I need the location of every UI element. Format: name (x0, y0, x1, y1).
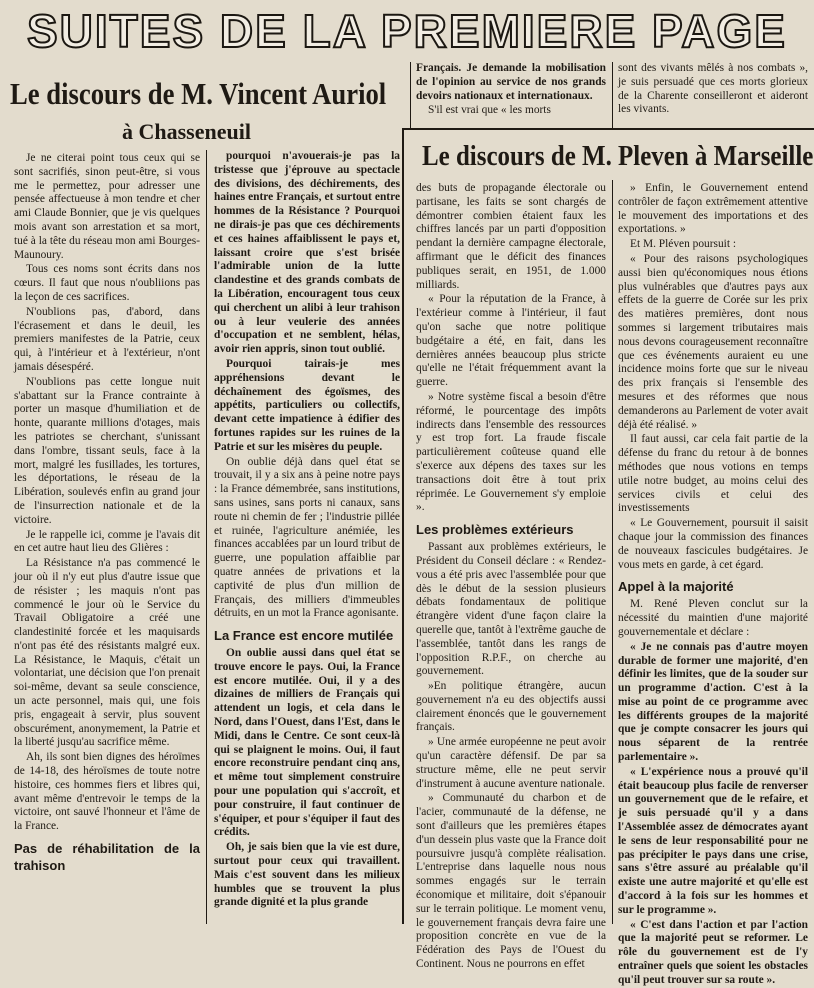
article1-column-2 (214, 150, 400, 924)
section-heading: Les problèmes extérieurs (416, 522, 574, 538)
paragraph: des buts de propagande électorale ou partisane, les faits se sont chargés de démontrer combien étaient faux les chiffres lancés par un parti d'opposition pendant la dernière campagne électorale, affirmant que le déficit des finances publiques serait, en 1951, de 1.000 milliards. (416, 182, 606, 291)
paragraph: Il faut aussi, car cela fait partie de la défense du franc du retour à de bonnes méthodes que nous votions en temps utile notre budget, au moins celui des services civils et celui des investissements (618, 433, 808, 515)
article2-column-2 (618, 182, 808, 986)
paragraph: Passant aux problèmes extérieurs, le Président du Conseil déclare : « Rendez-vous a été pris avec l'assemblée pour que dès le début de la session plusieurs débats fondamentaux de politique étrangère vident d'une façon claire la querelle que, tantôt à l'extrême gauche de l'assemblée, tantôt dans les rangs de l'opposition R.P.F., on cherche au gouvernement. (416, 541, 606, 678)
paragraph: » Communauté du charbon et de l'acier, communauté de la défense, ne sont d'ailleurs que les premières étapes d'un dessein plus vaste que la France doit poursuivre jusqu'à complète réalisation. L'entreprise dans laquelle nous nous sommes engagés sur le terrain économique et militaire, doit s'épanouir sur le terrain politique. Le moment venu, le gouvernement français devra faire une proposition concrète en vue de la Fédération des Pays de l'Ouest du Continent. Nous ne pourrons en effet (416, 792, 606, 971)
paragraph: Tous ces noms sont écrits dans nos cœurs. Il faut que nous n'oubliions pas la leçon de ces sacrifices. (14, 263, 200, 303)
article2-box-rule (402, 128, 404, 924)
paragraph: Ah, ils sont bien dignes des héroïmes de 14-18, des héroïsmes de toute notre histoire, ces hommes fiers et libres qui, avant même d'entrevoir le temps de la victoire, ont sauvé l'honneur et l'âme de la France. (14, 751, 200, 833)
paragraph: « Pour la réputation de la France, à l'extérieur comme à l'intérieur, il faut qu'on sache que notre politique budgétaire a été, en fait, dans les dernières années beaucoup plus stricte qu'elle ne l'était fréquemment avant la guerre. (416, 293, 606, 389)
paragraph: » Une armée européenne ne peut avoir qu'un caractère défensif. De par sa structure même, elle ne peut servir d'instrument à aucune aventure nationale. (416, 736, 606, 790)
paragraph: »En politique étrangère, aucun gouvernement n'a eu des objectifs aussi clairement énoncés que le gouvernement français. (416, 680, 606, 734)
column-rule (206, 150, 207, 924)
paragraph: N'oublions pas, d'abord, dans l'écrasement et dans le deuil, les premiers manifestes de la Patrie, ceux qui, à l'intérieur et à l'extérieur, n'ont jamais désespéré. (14, 305, 200, 373)
paragraph: » Notre système fiscal a besoin d'être réformé, le pourcentage des impôts indirects dans l'ensemble des ressources y est trop fort. La fraude fiscale particulièrement coûteuse quand elle s'exerce aux dépens des taxes sur les transactions doit être à tout prix réprimée. Le Gouvernement s'y emploie ». (416, 390, 606, 514)
article1-headline: Le discours de M. Vincent Auriol (10, 76, 387, 111)
article1-column-3 (416, 62, 606, 124)
paragraph: sont des vivants mêlés à nos combats », je suis persuadé que ces morts glorieux de la Charente conseilleront et aideront les vivants. (618, 62, 808, 116)
article2-headline: Le discours de M. Pleven à Marseille (422, 140, 814, 172)
paragraph: On oublie déjà dans quel état se trouvait, il y a six ans à peine notre pays : la France démembrée, sans institutions, sans usines, sans ports ni canaux, sans route ni chemin de fer ; l'industrie pillée et ruinée, l'agriculture anémiée, les finances accablées par un lourd tribut de guerre, une population affaiblie par quatre années de privations et la captivité de plus d'un million de Français, des milliers d'immeubles détruits, en un mot la France agonisante. (214, 455, 400, 620)
section-heading: La France est encore mutilée (214, 628, 394, 644)
column-rule (410, 62, 411, 128)
paragraph: « Le Gouvernement, poursuit il saisit chaque jour la commission des finances de nouveaux fascicules budgétaires. Je vous mets en garde, à cet égard. (618, 517, 808, 571)
article2-column-1 (416, 182, 606, 971)
section-heading: Appel à la majorité (618, 579, 734, 595)
paragraph: La Résistance n'a pas commencé le jour où il n'y eut plus d'autre issue que de résister ; les maquis n'ont pas commencé le jour où le Service du Travail Obligatoire a créé une clandestinité forcée et les maquisards n'ont pas été des résistants malgré eux. La Résistance, le Maquis, c'était un volontariat, une décision que l'on prenait soi-même, devant sa seule conscience, un acte personnel, mais qui, une fois pris, engageait à servir, plus souvent obscurément, anonymement, la Patrie et la liberté jusqu'au sacrifice même. (14, 557, 200, 749)
paragraph: « L'expérience nous a prouvé qu'il était beaucoup plus facile de renverser un gouvernement que de le refaire, et je suis persuadé qu'il y a dans l'Assemblée assez de démocrates ayant le sens de leur responsabilité pour ne pas précipiter le pays dans une crise, sans s'être assuré au préalable qu'il existe une autre majorité et qu'elle est d'accord à la fois sur les hommes et sur le programme ». (618, 765, 808, 916)
section-heading: Pas de réhabilitation de la trahison (14, 841, 200, 874)
paragraph: » Enfin, le Gouvernement entend contrôler de façon extrêmement attentive le mouvement des importations et des exportations. » (618, 182, 808, 236)
article2-box-rule (402, 128, 814, 130)
paragraph: pourquoi n'avouerais-je pas la tristesse que j'éprouve au spectacle des divisions, des déchirements, des haines entre Français, et surtout entre hommes de la Résistance ? Pourquoi ne dirais-je pas que ces déchirements et ces haines affaiblissent le pays et, laissant croire que s'est brisée l'admirable union de la lutte clandestine et des grands combats de la Libération, encouragent tous ceux qui cherchent un alibi à leur trahison ou à leur veulerie des années d'occupation et ne semblent, hélas, avoir rien appris, sinon tout oublié. (214, 150, 400, 356)
article1-column-1 (14, 152, 200, 924)
paragraph: « Je ne connais pas d'autre moyen durable de former une majorité, d'en définir les limites, que de la souder sur un programme d'action. C'est à la mise au point de ce programme avec les différents groupes de la majorité que je compte consacrer les jours qui nous séparent de la rentrée parlementaire ». (618, 640, 808, 764)
paragraph: Pourquoi tairais-je mes appréhensions devant le déchaînement des égoïsmes, des appétits, particuliers ou collectifs, devant cette impatience à édifier des fortunes rapides sur les ruines de la Patrie et sur les misères du peuple. (214, 357, 400, 453)
paragraph: Français. Je demande la mobilisation de l'opinion au service de nos grands devoirs nationaux et internationaux. (416, 62, 606, 102)
paragraph: On oublie aussi dans quel état se trouve encore le pays. Oui, la France est encore mutilée. Oui, il y a des dizaines de milliers de Français qui attendent un logis, et cela dans le Nord, dans l'Ouest, dans l'Est, dans le Midi, dans le Centre. Ce sont ceux-là qui se plaignent le moins. Oui, il faut encore reconstruire pendant cinq ans, et même tout simplement construire pour une population qui s'accroît, et pour construire, il faut continuer de s'équiper, et pour s'équiper il faut des crédits. (214, 647, 400, 839)
paragraph: Je le rappelle ici, comme je l'avais dit en cet autre haut lieu des Glières : (14, 528, 200, 555)
paragraph: S'il est vrai que « les morts (428, 104, 551, 117)
paragraph: N'oublions pas cette longue nuit s'abattant sur la France contrainte à porter un masque d'humiliation et de honte, quarante millions d'otages, mais les patriotes se cherchant, s'unissant dans l'ombre, tissant seuls, face à la mort, malgré les fusillades, les tortures, les déportations, le réseau de la Libération, soulevés enfin au grand jour de l'insurrection nationale et de la victoire. (14, 375, 200, 526)
paragraph: Oh, je sais bien que la vie est dure, surtout pour ceux qui travaillent. Mais c'est souvent dans les milieux humbles que se trouvent la plus grande dignité et la plus grande (214, 841, 400, 909)
page-banner: SUITES DE LA PREMIERE PAGE (27, 5, 787, 57)
paragraph: « C'est dans l'action et par l'action que la majorité peut se reformer. Le rôle du gouvernement est de l'y entraîner quels que soient les obstacles qu'il peut trouver sur sa route ». (618, 918, 808, 986)
article1-subhead: à Chasseneuil (122, 119, 251, 144)
paragraph: M. René Pleven conclut sur la nécessité du maintien d'une majorité gouvernementale et déclare : (618, 598, 808, 638)
column-rule (612, 62, 613, 128)
paragraph: « Pour des raisons psychologiques aussi bien qu'économiques nous étions plus vulnérables que d'autres pays aux effets de la guerre de Corée sur les prix des matières premières, dont nous sommes si largement tributaires mais nous devons courageusement reconnaître que ces événements auraient eu une incidence moins forte que sur le niveau des prix français si l'ensemble des mesures et des réformes que nous demanderons au Parlement de voter avait déjà été réalisé. » (618, 252, 808, 431)
paragraph: Et M. Pléven poursuit : (630, 238, 736, 251)
paragraph: Je ne citerai point tous ceux qui se sont sacrifiés, sinon peut-être, si vous me le permettez, pour adresser une pensée affectueuse à mon tendre et cher ami Claude Bonnier, que je vis quelques mois avant son arrestation et sa mort, tué à la tête du réseau mon ami Bourges-Maunoury. (14, 152, 200, 261)
column-rule (612, 180, 613, 924)
article1-column-4 (618, 62, 808, 124)
